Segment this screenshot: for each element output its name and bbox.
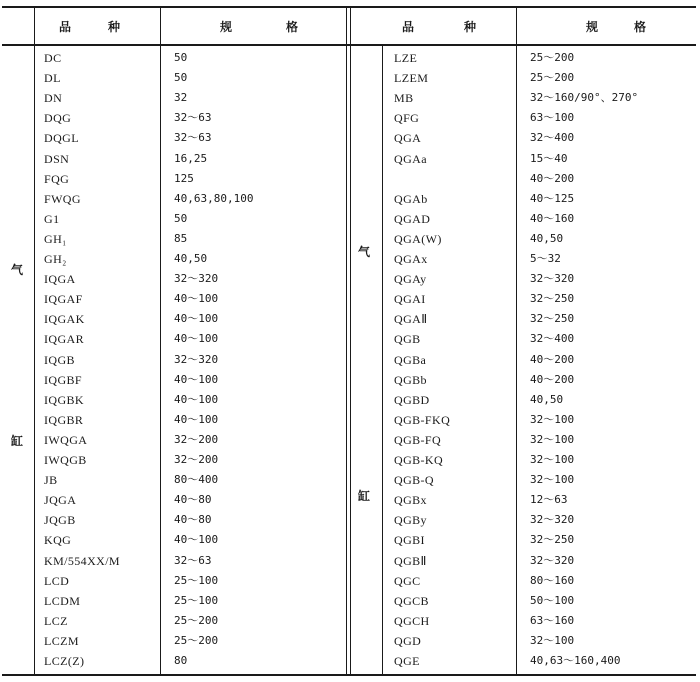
left-spec-cell: 40～100 bbox=[174, 533, 219, 546]
right-spec-header-char-2: 格 bbox=[634, 20, 647, 34]
right-variety-cell: QGD bbox=[394, 634, 422, 648]
right-variety-cell: LZE bbox=[394, 51, 418, 65]
right-spec-cell: 32～320 bbox=[530, 554, 575, 567]
right-variety-cell: QGB-Q bbox=[394, 473, 434, 487]
right-variety-cell: QGAD bbox=[394, 212, 431, 226]
right-spec-cell: 12～63 bbox=[530, 493, 568, 506]
left-group-label-char-2: 缸 bbox=[11, 434, 24, 448]
left-spec-cell: 16,25 bbox=[174, 152, 208, 165]
left-variety-cell: LCZ bbox=[44, 614, 68, 628]
right-spec-header-char-1: 规 bbox=[586, 20, 599, 34]
right-spec-cell: 32～100 bbox=[530, 453, 575, 466]
right-variety-cell: QGBⅡ bbox=[394, 554, 427, 568]
right-variety-cell: QGCB bbox=[394, 594, 429, 608]
left-spec-cell: 25～100 bbox=[174, 594, 219, 607]
right-variety-cell: QGB-KQ bbox=[394, 453, 444, 467]
left-variety-cell: IQGA bbox=[44, 272, 76, 286]
left-spec-cell: 40～100 bbox=[174, 332, 219, 345]
right-variety-cell: QGC bbox=[394, 574, 421, 588]
left-spec-cell: 25～100 bbox=[174, 574, 219, 587]
right-variety-header-char-1: 品 bbox=[402, 20, 415, 34]
right-spec-cell: 32～320 bbox=[530, 272, 575, 285]
left-spec-cell: 32～63 bbox=[174, 111, 212, 124]
center-divider-b bbox=[350, 7, 351, 675]
left-variety-header-char-2: 种 bbox=[108, 20, 121, 34]
left-group-divider bbox=[34, 7, 35, 675]
left-spec-cell: 25～200 bbox=[174, 634, 219, 647]
left-variety-cell: IQGAR bbox=[44, 332, 84, 346]
left-variety-cell: IWQGA bbox=[44, 433, 88, 447]
left-variety-cell: JQGA bbox=[44, 493, 77, 507]
left-spec-cell: 50 bbox=[174, 212, 188, 225]
left-variety-cell: DN bbox=[44, 91, 63, 105]
left-spec-cell: 50 bbox=[174, 51, 188, 64]
right-group-label-char-1: 气 bbox=[358, 245, 371, 259]
right-spec-cell: 32～250 bbox=[530, 292, 575, 305]
right-spec-cell: 63～160 bbox=[530, 614, 575, 627]
right-variety-cell: QGBI bbox=[394, 533, 425, 547]
left-variety-cell: DQGL bbox=[44, 131, 79, 145]
left-variety-cell: LCDM bbox=[44, 594, 81, 608]
left-variety-header-char-1: 品 bbox=[59, 20, 72, 34]
left-variety-cell: JB bbox=[44, 473, 58, 487]
left-spec-cell: 40～100 bbox=[174, 373, 219, 386]
right-spec-cell: 32～250 bbox=[530, 312, 575, 325]
right-variety-cell: QGBy bbox=[394, 513, 427, 527]
right-variety-cell: QGB-FQ bbox=[394, 433, 442, 447]
right-variety-cell: MB bbox=[394, 91, 414, 105]
right-variety-cell: QGBb bbox=[394, 373, 427, 387]
left-variety-cell: IQGAK bbox=[44, 312, 85, 326]
left-spec-cell: 40～100 bbox=[174, 292, 219, 305]
right-variety-cell: QGAI bbox=[394, 292, 426, 306]
left-spec-cell: 25～200 bbox=[174, 614, 219, 627]
left-spec-cell: 40～100 bbox=[174, 413, 219, 426]
left-spec-header-char-2: 格 bbox=[286, 20, 299, 34]
right-spec-cell: 5～32 bbox=[530, 252, 561, 265]
left-spec-cell: 40～80 bbox=[174, 493, 212, 506]
left-variety-cell: IQGBK bbox=[44, 393, 84, 407]
right-variety-cell: QGBD bbox=[394, 393, 430, 407]
right-variety-cell: QGAa bbox=[394, 152, 427, 166]
right-variety-cell: LZEM bbox=[394, 71, 429, 85]
right-variety-cell: QGB-FKQ bbox=[394, 413, 451, 427]
right-spec-cell: 50～100 bbox=[530, 594, 575, 607]
left-spec-header-char-1: 规 bbox=[220, 20, 233, 34]
left-variety-cell: DQG bbox=[44, 111, 72, 125]
right-spec-cell: 63～100 bbox=[530, 111, 575, 124]
right-spec-cell: 40～160 bbox=[530, 212, 575, 225]
right-variety-cell: QGA bbox=[394, 131, 422, 145]
left-group-label-char-1: 气 bbox=[11, 263, 24, 277]
left-spec-divider bbox=[160, 7, 161, 675]
left-variety-cell: GH₁ bbox=[44, 232, 67, 246]
left-variety-cell: DC bbox=[44, 51, 62, 65]
left-spec-cell: 80 bbox=[174, 654, 188, 667]
right-spec-divider bbox=[516, 7, 517, 675]
left-variety-cell: G1 bbox=[44, 212, 60, 226]
right-spec-cell: 25～200 bbox=[530, 51, 575, 64]
left-spec-cell: 32～63 bbox=[174, 554, 212, 567]
right-spec-cell: 32～320 bbox=[530, 513, 575, 526]
left-spec-cell: 40,63,80,100 bbox=[174, 192, 254, 205]
right-spec-cell: 40～200 bbox=[530, 172, 575, 185]
right-spec-cell: 32～100 bbox=[530, 413, 575, 426]
left-spec-cell: 32～200 bbox=[174, 453, 219, 466]
left-variety-cell: LCZM bbox=[44, 634, 79, 648]
left-spec-cell: 40～100 bbox=[174, 393, 219, 406]
right-variety-cell: QFG bbox=[394, 111, 420, 125]
right-spec-cell: 40～200 bbox=[530, 353, 575, 366]
left-variety-cell: LCD bbox=[44, 574, 70, 588]
right-variety-cell: QGE bbox=[394, 654, 420, 668]
right-spec-cell: 32～100 bbox=[530, 433, 575, 446]
right-group-label-char-2: 缸 bbox=[358, 489, 371, 503]
right-spec-cell: 15～40 bbox=[530, 152, 568, 165]
right-variety-cell: QGBa bbox=[394, 353, 427, 367]
left-spec-cell: 32～320 bbox=[174, 272, 219, 285]
left-variety-cell: KM/554XX/M bbox=[44, 554, 121, 568]
left-spec-cell: 50 bbox=[174, 71, 188, 84]
top-rule bbox=[2, 6, 696, 8]
right-variety-cell: QGBx bbox=[394, 493, 427, 507]
left-spec-cell: 32～320 bbox=[174, 353, 219, 366]
left-variety-cell: LCZ(Z) bbox=[44, 654, 85, 668]
right-variety-cell: QGA(W) bbox=[394, 232, 442, 246]
left-variety-cell: DSN bbox=[44, 152, 70, 166]
left-variety-cell: KQG bbox=[44, 533, 72, 547]
bottom-rule bbox=[2, 674, 696, 676]
left-variety-cell: IQGBR bbox=[44, 413, 84, 427]
left-variety-cell: DL bbox=[44, 71, 61, 85]
center-divider-a bbox=[346, 7, 347, 675]
right-spec-cell: 40,63～160,400 bbox=[530, 654, 621, 667]
left-spec-cell: 40～80 bbox=[174, 513, 212, 526]
left-spec-cell: 80～400 bbox=[174, 473, 219, 486]
left-spec-cell: 32～63 bbox=[174, 131, 212, 144]
right-spec-cell: 25～200 bbox=[530, 71, 575, 84]
right-variety-header-char-2: 种 bbox=[464, 20, 477, 34]
left-spec-cell: 85 bbox=[174, 232, 188, 245]
right-spec-cell: 32～400 bbox=[530, 332, 575, 345]
right-variety-cell: QGCH bbox=[394, 614, 430, 628]
left-spec-cell: 40,50 bbox=[174, 252, 208, 265]
left-variety-cell: IWQGB bbox=[44, 453, 87, 467]
right-variety-cell: QGAx bbox=[394, 252, 428, 266]
right-variety-cell: QGB bbox=[394, 332, 421, 346]
left-variety-cell: IQGBF bbox=[44, 373, 83, 387]
right-spec-cell: 40,50 bbox=[530, 232, 564, 245]
header-rule bbox=[2, 44, 696, 46]
right-group-divider bbox=[382, 44, 383, 675]
left-spec-cell: 32 bbox=[174, 91, 188, 104]
right-variety-cell: QGAb bbox=[394, 192, 428, 206]
right-spec-cell: 80～160 bbox=[530, 574, 575, 587]
right-spec-cell: 40～125 bbox=[530, 192, 575, 205]
left-variety-cell: IQGAF bbox=[44, 292, 83, 306]
right-spec-cell: 32～250 bbox=[530, 533, 575, 546]
left-spec-cell: 32～200 bbox=[174, 433, 219, 446]
right-spec-cell: 32～100 bbox=[530, 634, 575, 647]
right-variety-cell: QGAy bbox=[394, 272, 427, 286]
right-spec-cell: 32～400 bbox=[530, 131, 575, 144]
left-variety-cell: IQGB bbox=[44, 353, 75, 367]
right-variety-cell: QGAⅡ bbox=[394, 312, 428, 326]
right-spec-cell: 32～100 bbox=[530, 473, 575, 486]
left-variety-cell: FWQG bbox=[44, 192, 81, 206]
left-variety-cell: FQG bbox=[44, 172, 70, 186]
left-spec-cell: 125 bbox=[174, 172, 194, 185]
left-variety-cell: GH₂ bbox=[44, 252, 67, 266]
left-variety-cell: JQGB bbox=[44, 513, 76, 527]
right-spec-cell: 40,50 bbox=[530, 393, 564, 406]
right-spec-cell: 32～160/90°、270° bbox=[530, 91, 639, 104]
right-spec-cell: 40～200 bbox=[530, 373, 575, 386]
left-spec-cell: 40～100 bbox=[174, 312, 219, 325]
